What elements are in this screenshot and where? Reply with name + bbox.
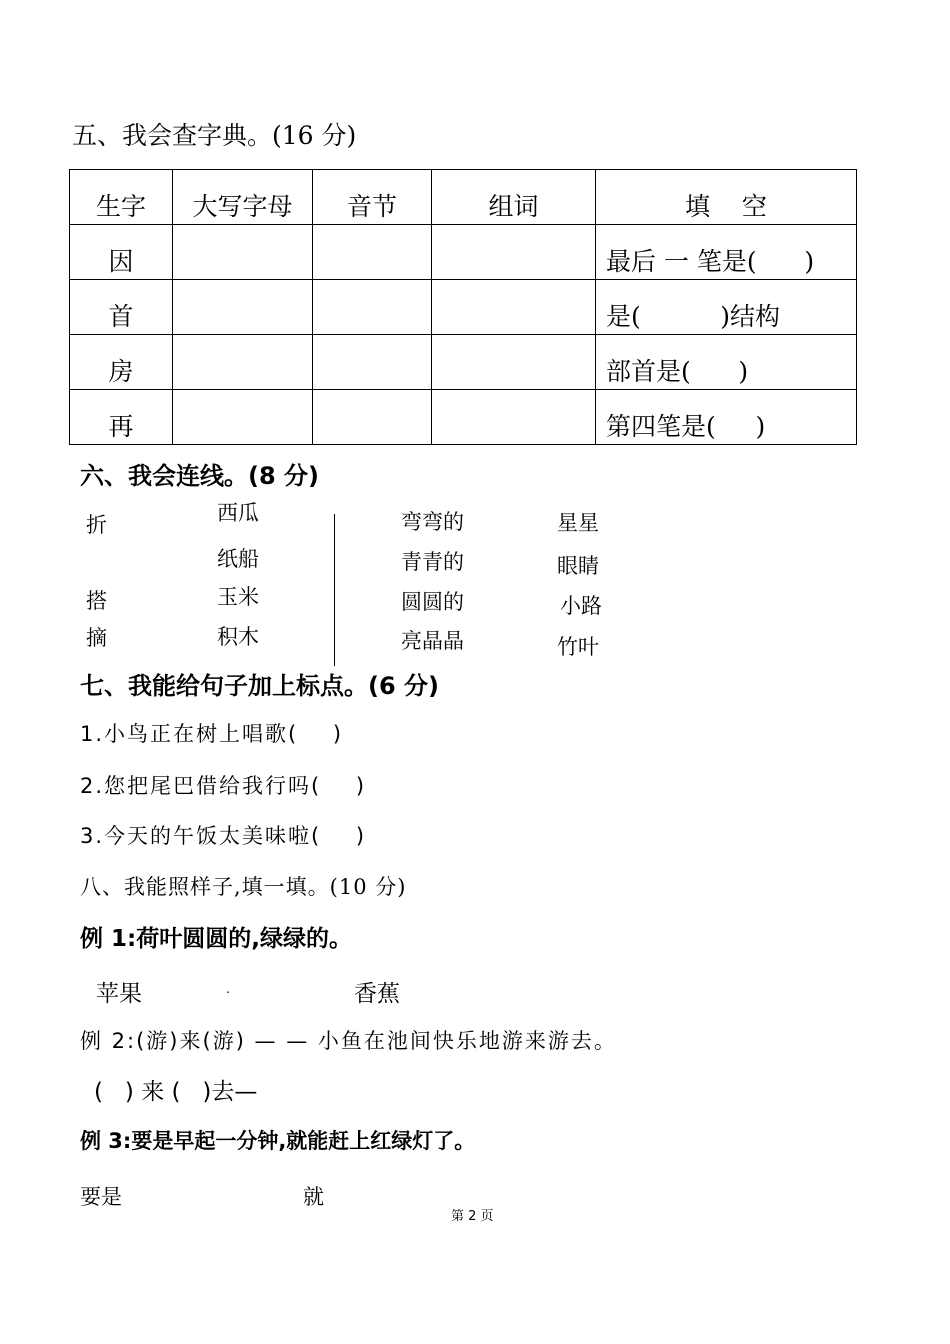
char-cell: 房 [70,335,173,390]
answer-cell[interactable] [173,390,313,445]
example1-prompt-a: 苹果 [96,981,142,1007]
section6-title: 六、我会连线。(8 分) [80,462,319,490]
section8-title: 八、我能照样子,填一填。(10 分) [80,875,407,899]
header-cell: 填 空 [596,170,857,225]
verb-item[interactable]: 折 [86,513,107,537]
noun-item[interactable]: 积木 [217,625,259,649]
answer-mark: . [226,982,230,996]
column-divider [334,514,335,666]
adjective-item[interactable]: 亮晶晶 [401,629,464,653]
answer-cell[interactable] [313,225,432,280]
answer-cell[interactable] [313,335,432,390]
answer-cell[interactable] [432,390,596,445]
verb-item[interactable]: 搭 [86,589,107,613]
answer-cell[interactable] [432,225,596,280]
punctuation-item[interactable]: 2.您把尾巴借给我行吗( ) [80,774,367,798]
table-row [70,280,857,335]
answer-cell[interactable] [173,225,313,280]
answer-cell[interactable] [313,280,432,335]
header-cell: 组词 [432,170,596,225]
section5-title: 五、我会查字典。(16 分) [72,121,357,150]
punctuation-item[interactable]: 1.小鸟正在树上唱歌( ) [80,722,344,746]
table-row [70,335,857,390]
punctuation-item[interactable]: 3.今天的午饭太美味啦( ) [80,824,367,848]
section7-title: 七、我能给句子加上标点。(6 分) [80,672,439,700]
fill-cell[interactable]: 是( )结构 [596,280,857,335]
noun-item[interactable]: 西瓜 [217,501,259,525]
header-cell: 大写字母 [173,170,313,225]
object-item[interactable]: 竹叶 [557,635,599,659]
example3: 例 3:要是早起一分钟,就能赶上红绿灯了。 [80,1129,476,1153]
verb-item[interactable]: 摘 [86,626,107,650]
example2: 例 2:(游)来(游) — — 小鱼在池间快乐地游来游去。 [80,1029,617,1053]
answer-cell[interactable] [432,335,596,390]
char-cell: 因 [70,225,173,280]
page-number: 第 2 页 [451,1209,494,1224]
noun-item[interactable]: 玉米 [217,585,259,609]
table-row [70,225,857,280]
header-cell: 音节 [313,170,432,225]
answer-cell[interactable] [432,280,596,335]
answer-cell[interactable] [313,390,432,445]
header-cell: 生字 [70,170,173,225]
object-item[interactable]: 小路 [560,594,602,618]
table-header-row [70,170,857,225]
fill-cell[interactable]: 最后 一 笔是( ) [596,225,857,280]
table-row [70,390,857,445]
object-item[interactable]: 眼睛 [557,554,599,578]
object-item[interactable]: 星星 [557,511,599,535]
char-cell: 再 [70,390,173,445]
char-cell: 首 [70,280,173,335]
answer-cell[interactable] [173,280,313,335]
dictionary-table [69,169,857,445]
example2-fill[interactable]: ( ) 来 ( )去— [94,1079,258,1105]
fill-cell[interactable]: 第四笔是( ) [596,390,857,445]
example1: 例 1:荷叶圆圆的,绿绿的。 [80,926,352,952]
example1-prompt-b: 香蕉 [354,981,400,1007]
adjective-item[interactable]: 青青的 [401,550,464,574]
adjective-item[interactable]: 弯弯的 [401,510,464,534]
adjective-item[interactable]: 圆圆的 [401,590,464,614]
example3-prompt-a: 要是 [80,1185,122,1209]
noun-item[interactable]: 纸船 [217,547,259,571]
fill-cell[interactable]: 部首是( ) [596,335,857,390]
example3-prompt-b: 就 [303,1185,324,1209]
answer-cell[interactable] [173,335,313,390]
